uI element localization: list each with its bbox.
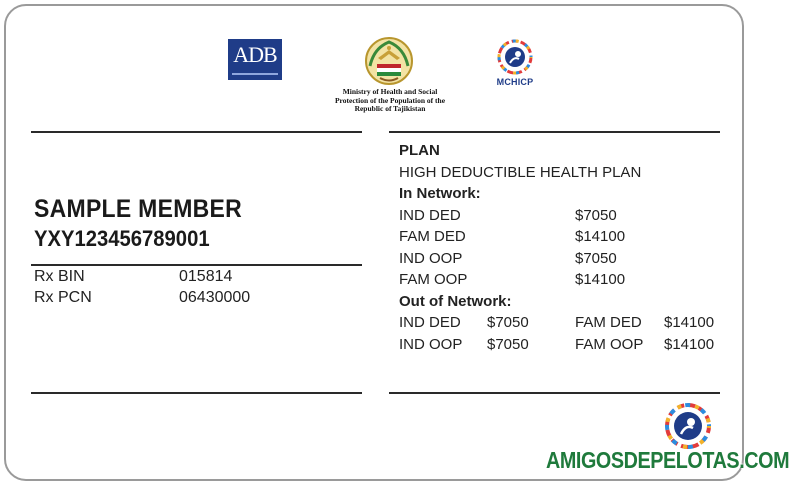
in-network-label: IND OOP	[399, 249, 463, 267]
rx-pcn-value: 06430000	[179, 289, 251, 306]
in-network-row	[399, 205, 729, 227]
out-network-label: IND DED	[399, 314, 461, 331]
in-network-label: IND DED	[399, 206, 461, 224]
state-emblem-icon	[364, 36, 414, 86]
rx-pcn-label: Rx PCN	[34, 289, 92, 306]
adb-logo-underline	[232, 73, 278, 75]
left-middle-rule	[31, 264, 362, 266]
out-network-value: $14100	[664, 335, 715, 353]
adb-logo-text: ADB	[233, 42, 277, 67]
adb-logo	[228, 39, 282, 80]
member-id: YXY123456789001	[34, 226, 210, 251]
mchicp-logo-icon	[492, 39, 538, 75]
watermark-text: AMIGOSDEPELOTAS.COM	[546, 447, 789, 473]
in-network-row	[399, 269, 729, 291]
rx-bin-value: 015814	[179, 268, 233, 285]
in-network-value: $7050	[575, 249, 617, 267]
member-name: SAMPLE MEMBER	[34, 195, 243, 223]
out-network-value: $7050	[487, 314, 529, 331]
left-top-rule	[31, 131, 362, 133]
out-network-value: $7050	[487, 335, 529, 353]
plan-block	[399, 140, 729, 355]
out-network-label: FAM DED	[575, 314, 642, 331]
out-network-row	[399, 334, 729, 356]
right-top-rule	[389, 131, 720, 133]
in-network-value: $14100	[575, 271, 626, 288]
out-network-row	[399, 312, 729, 334]
mchicp-logo-text: MCHICP	[496, 77, 534, 87]
rx-bin-row	[34, 268, 232, 286]
rx-pcn-row	[34, 289, 250, 307]
in-network-label: FAM DED	[399, 228, 466, 245]
out-network-heading: Out of Network:	[399, 292, 512, 310]
rx-bin-label: Rx BIN	[34, 268, 85, 285]
in-network-label: FAM OOP	[399, 271, 468, 288]
plan-heading: PLAN	[399, 142, 440, 159]
out-network-label: IND OOP	[399, 335, 463, 353]
in-network-heading: In Network:	[399, 185, 481, 202]
in-network-row	[399, 226, 729, 248]
out-network-value: $14100	[664, 314, 715, 331]
out-network-label: FAM OOP	[575, 335, 644, 353]
in-network-value: $14100	[575, 228, 626, 245]
in-network-value: $7050	[575, 206, 617, 224]
ministry-text: Ministry of Health and Social Protection of the Population of the Republic of Tajikistan	[334, 87, 446, 113]
plan-name: HIGH DEDUCTIBLE HEALTH PLAN	[399, 163, 642, 181]
in-network-row	[399, 248, 729, 270]
right-bottom-rule	[389, 392, 720, 394]
left-bottom-rule	[31, 392, 362, 394]
watermark-logo-icon	[662, 402, 714, 450]
